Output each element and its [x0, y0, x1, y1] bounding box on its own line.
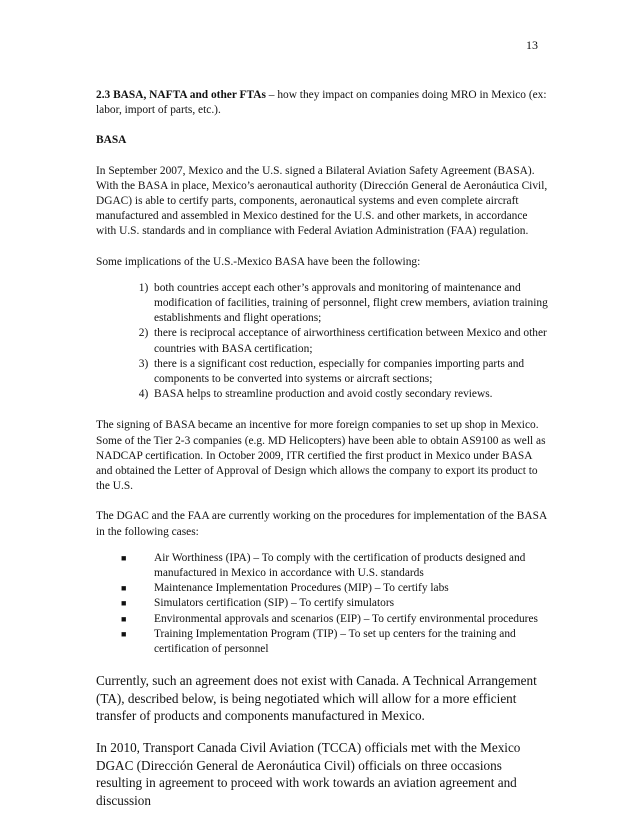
page-content: [96, 88, 548, 823]
square-bullet-icon: ■: [121, 613, 127, 624]
paragraph-basa-intro: In September 2007, Mexico and the U.S. signed a Bilateral Aviation Safety Agreement (BASA). With the BASA in place, Mexico’s aeronautical authority (Dirección General de Aeronáutica Civil, DGAC) is able to certify parts, components, aeronautical systems and even complete aircraft manufactured and assembled in Mexico destined for the U.S. and other markets, in accordance with U.S. standards and in compliance with Federal Aviation Administration (FAA) regulation.: [96, 164, 548, 238]
list-item: 1. both countries accept each other’s approvals and monitoring of maintenance and modification of facilities, training of personnel, flight crew members, aviation training establishments and flight operations;: [154, 281, 548, 327]
list-item-text: Simulators certification (SIP) – To certify simulators: [154, 597, 395, 610]
list-item: 2. there is reciprocal acceptance of airworthiness certification between Mexico and other countries with BASA certification;: [154, 326, 548, 356]
list-item: [121, 612, 548, 627]
list-item-text: Training Implementation Program (TIP) – To set up centers for the training and certification of personnel: [154, 627, 516, 656]
subheading-basa: BASA: [96, 134, 127, 147]
paragraph-canada-agreement: Currently, such an agreement does not exist with Canada. A Technical Arrangement (TA), described below, is being negotiated which will allow for a more efficient transfer of products and components manufactured in Mexico.: [96, 673, 537, 724]
list-item: 3. there is a significant cost reduction, especially for companies importing parts and components to be converted into systems or aircraft sections;: [154, 357, 548, 387]
list-item: [121, 596, 548, 611]
list-item: [121, 581, 548, 596]
paragraph-basa-incentive: The signing of BASA became an incentive for more foreign companies to set up shop in Mexico. Some of the Tier 2-3 companies (e.g. MD Helicopters) have been able to obtain AS9100 as well as NADCAP certification. In October 2009, ITR certified the first product in Mexico under BASA and obtained the Letter of Approval of Design which allows the company to export its product to the U.S.: [96, 419, 546, 493]
list-item: [121, 551, 548, 581]
square-bullet-icon: ■: [121, 628, 127, 639]
large-text-section: [96, 672, 548, 809]
implications-list: [96, 281, 548, 403]
square-bullet-icon: ■: [121, 552, 127, 563]
paragraph-tcca-meeting: In 2010, Transport Canada Civil Aviation (TCCA) officials met with the Mexico DGAC (Dirección General de Aeronáutica Civil) officials on three occasions resulting in agreement to proceed with work towards an aviation agreement and discussion: [96, 740, 521, 808]
square-bullet-icon: ■: [121, 598, 127, 609]
page-number: 13: [526, 38, 538, 52]
paragraph-implications-intro: Some implications of the U.S.-Mexico BASA have been the following:: [96, 255, 421, 268]
list-item: 4. BASA helps to streamline production and avoid costly secondary reviews.: [154, 387, 548, 402]
cases-list: [96, 551, 548, 657]
list-item-text: Environmental approvals and scenarios (EIP) – To certify environmental procedures: [154, 612, 538, 625]
section-heading-title: 2.3 BASA, NAFTA and other FTAs: [96, 89, 266, 101]
list-item-text: Maintenance Implementation Procedures (MIP) – To certify labs: [154, 582, 449, 595]
section-heading-description: – how they impact on companies doing MRO in Mexico (ex: labor, import of parts, etc.).: [96, 89, 547, 117]
section-heading: [96, 88, 548, 118]
square-bullet-icon: ■: [121, 583, 127, 594]
list-item: [121, 627, 548, 657]
paragraph-dgac-faa: The DGAC and the FAA are currently working on the procedures for implementation of the BASA in the following cases:: [96, 510, 547, 538]
list-item-text: Air Worthiness (IPA) – To comply with the certification of products designed and manufactured in Mexico in accordance with U.S. standards: [154, 551, 526, 580]
